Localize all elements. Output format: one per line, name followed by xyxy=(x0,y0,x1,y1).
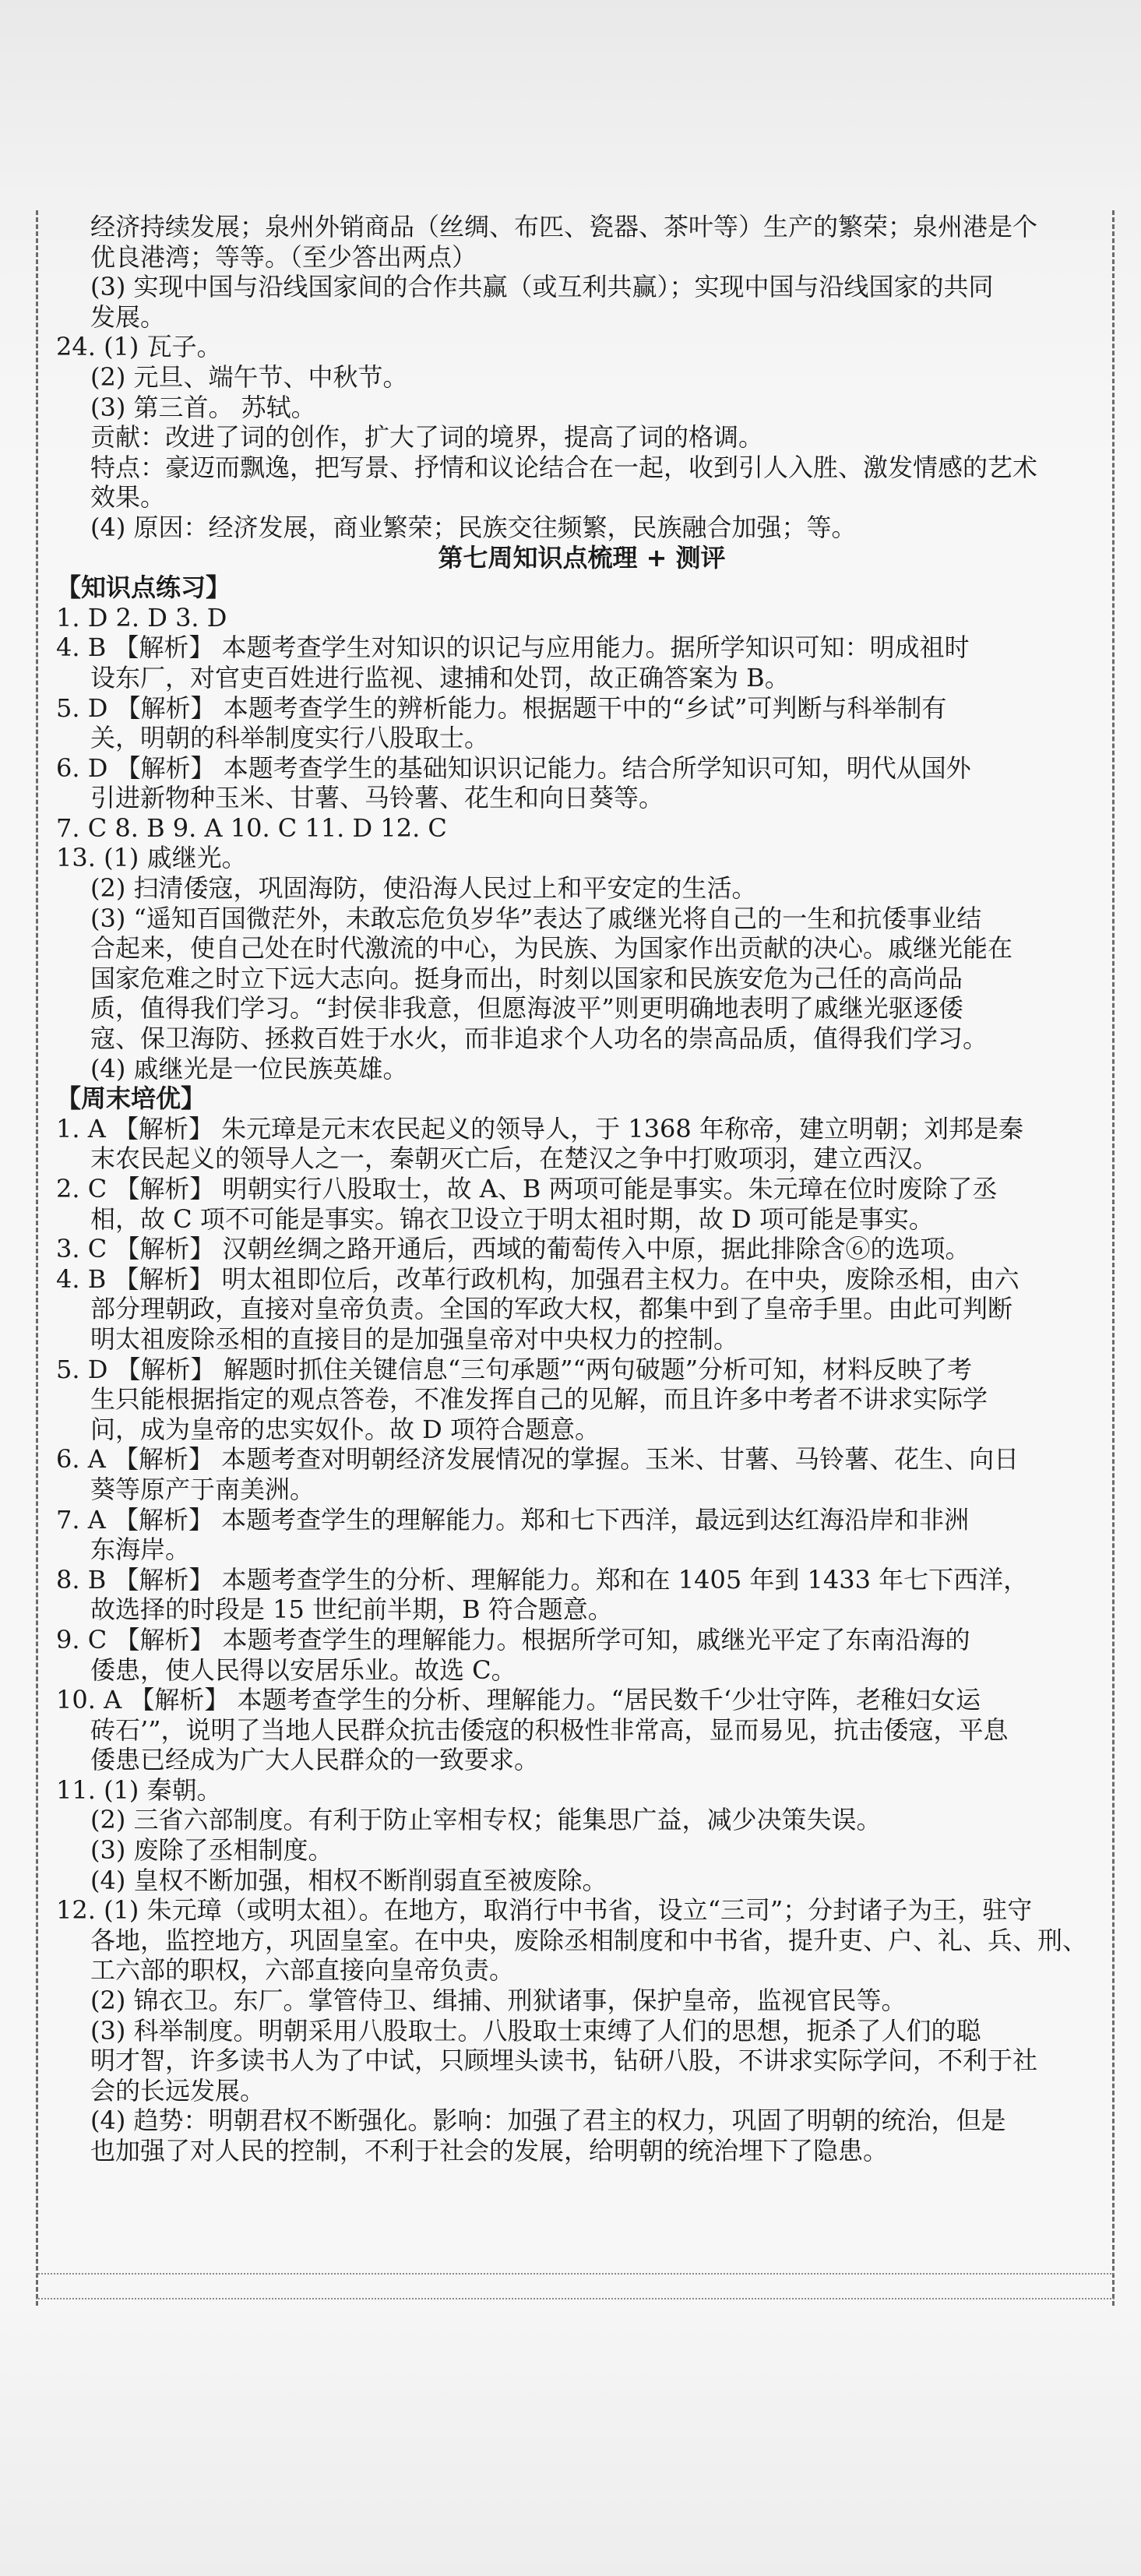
answer-line: 4. B 【解析】 本题考查学生对知识的识记与应用能力。据所学知识可知：明成祖时 xyxy=(56,633,970,663)
answer-line: 工六部的职权，六部直接向皇帝负责。 xyxy=(90,1955,515,1986)
answer-line: 末农民起义的领导人之一，秦朝灭亡后，在楚汉之争中打败项羽，建立西汉。 xyxy=(90,1144,939,1174)
answer-line: (2) 扫清倭寇，巩固海防，使沿海人民过上和平安定的生活。 xyxy=(90,873,757,904)
answer-line: (3) 实现中国与沿线国家间的合作共赢（或互利共赢）；实现中国与沿线国家的共同 xyxy=(90,272,994,302)
answer-line: 关，明朝的科举制度实行八股取士。 xyxy=(90,723,490,753)
answer-line: 砖石’”，说明了当地人民群众抗击倭寇的积极性非常高，显而易见，抗击倭寇，平息 xyxy=(90,1714,1009,1745)
answer-line: 相，故 C 项不可能是事实。锦衣卫设立于明太祖时期，故 D 项可能是事实。 xyxy=(90,1203,934,1234)
answer-line: 倭患已经成为广大人民群众的一致要求。 xyxy=(90,1745,540,1775)
answer-line: (3) 废除了丞相制度。 xyxy=(90,1835,333,1866)
answer-line: 优良港湾；等等。（至少答出两点） xyxy=(90,241,477,272)
answer-line: 东海岸。 xyxy=(90,1535,191,1565)
answer-line: 7. C 8. B 9. A 10. C 11. D 12. C xyxy=(56,812,447,843)
answer-line: 引进新物种玉米、甘薯、马铃薯、花生和向日葵等。 xyxy=(90,783,664,813)
answer-line: 生只能根据指定的观点答卷，不准发挥自己的见解，而且许多中考者不讲求实际学 xyxy=(90,1384,988,1415)
answer-line: 明才智，许多读书人为了中试，只顾埋头读书，钻研八股，不讲求实际学问，不利于社 xyxy=(90,2046,1038,2076)
answer-line: 葵等原产于南美洲。 xyxy=(90,1474,315,1504)
answer-line: (3) 科举制度。明朝采用八股取士。八股取士束缚了人们的思想，扼杀了人们的聪 xyxy=(90,2015,981,2046)
answer-line: (4) 原因：经济发展，商业繁荣；民族交往频繁，民族融合加强；等。 xyxy=(90,512,857,542)
answer-line: (4) 趋势：明朝君权不断强化。影响：加强了君主的权力，巩固了明朝的统治，但是 xyxy=(90,2106,1006,2136)
answer-line: 经济持续发展；泉州外销商品（丝绸、布匹、瓷器、茶叶等）生产的繁荣；泉州港是个 xyxy=(90,212,1038,241)
answer-line: (3) 第三首。 苏轼。 xyxy=(90,392,316,422)
answer-line: 13. (1) 戚继光。 xyxy=(56,843,247,873)
answer-line: (4) 皇权不断加强，相权不断削弱直至被废除。 xyxy=(90,1865,607,1895)
answer-line: 国家危难之时立下远大志向。挺身而出，时刻以国家和民族安危为己任的高尚品 xyxy=(90,963,963,993)
answer-line: (3) “遥知百国微茫外，未敢忘危负岁华”表达了戚继光将自己的一生和抗倭事业结 xyxy=(90,903,982,933)
answer-line: 故选择的时段是 15 世纪前半期，B 符合题意。 xyxy=(90,1595,613,1625)
answer-line: 12. (1) 朱元璋（或明太祖）。在地方，取消行中书省，设立“三司”；分封诸子为王，驻守 xyxy=(56,1895,1033,1926)
answer-line: 部分理朝政，直接对皇帝负责。全国的军政大权，都集中到了皇帝手里。由此可判断 xyxy=(90,1294,1013,1324)
bottom-dotted-rule-2 xyxy=(36,2298,1115,2299)
answer-line: 24. (1) 瓦子。 xyxy=(56,332,222,362)
answer-line: 合起来，使自己处在时代激流的中心，为民族、为国家作出贡献的决心。戚继光能在 xyxy=(90,933,1013,964)
answer-line: 会的长远发展。 xyxy=(90,2075,266,2106)
answer-line: 设东厂，对官吏百姓进行监视、逮捕和处罚，故正确答案为 B。 xyxy=(90,662,790,692)
answer-line: 5. D 【解析】 本题考查学生的辨析能力。根据题干中的“乡试”可判断与科举制有 xyxy=(56,692,947,723)
answer-line: (2) 三省六部制度。有利于防止宰相专权；能集思广益，减少决策失误。 xyxy=(90,1805,882,1835)
answer-line: 明太祖废除丞相的直接目的是加强皇帝对中央权力的控制。 xyxy=(90,1323,739,1354)
answer-line: 效果。 xyxy=(90,482,166,513)
answer-line: 贡献：改进了词的创作，扩大了词的境界，提高了词的格调。 xyxy=(90,422,764,453)
answer-line: (2) 锦衣卫。东厂。掌管侍卫、缉捕、刑狱诸事，保护皇帝，监视官民等。 xyxy=(90,1986,907,2016)
answer-line: 1. A 【解析】 朱元璋是元末农民起义的领导人，于 1368 年称帝，建立明朝；刘邦是秦 xyxy=(56,1113,1023,1144)
answer-line: 8. B 【解析】 本题考查学生的分析、理解能力。郑和在 1405 年到 1433 年七下西洋， xyxy=(56,1564,1029,1595)
answer-line: 6. A 【解析】 本题考查对明朝经济发展情况的掌握。玉米、甘薯、马铃薯、花生、向日 xyxy=(56,1444,1020,1475)
answer-line: 特点：豪迈而飘逸，把写景、抒情和议论结合在一起，收到引人入胜、激发情感的艺术 xyxy=(90,452,1038,482)
answer-line: 质，值得我们学习。“封侯非我意，但愿海波平”则更明确地表明了戚继光驱逐倭 xyxy=(90,993,963,1024)
answer-line: 也加强了对人民的控制，不利于社会的发展，给明朝的统治埋下了隐患。 xyxy=(90,2136,889,2165)
right-dashed-border xyxy=(1112,210,1115,2306)
answer-line: 9. C 【解析】 本题考查学生的理解能力。根据所学可知，戚继光平定了东南沿海的 xyxy=(56,1624,970,1654)
answer-line: 3. C 【解析】 汉朝丝绸之路开通后，西域的葡萄传入中原，据此排除含⑥的选项。 xyxy=(56,1234,970,1264)
answer-line: 2. C 【解析】 明朝实行八股取士，故 A、B 两项可能是事实。朱元璋在位时废除了丞 xyxy=(56,1174,998,1203)
answer-line: 7. A 【解析】 本题考查学生的理解能力。郑和七下西洋，最远到达红海沿岸和非洲 xyxy=(56,1504,970,1535)
answer-line: (4) 戚继光是一位民族英雄。 xyxy=(90,1053,408,1084)
left-dashed-border xyxy=(36,210,38,2306)
answer-line: 问，成为皇帝的忠实奴仆。故 D 项符合题意。 xyxy=(90,1414,600,1444)
answer-line: 寇、保卫海防、拯救百姓于水火，而非追求个人功名的崇高品质，值得我们学习。 xyxy=(90,1024,988,1054)
answer-line: 11. (1) 秦朝。 xyxy=(56,1774,222,1805)
section-heading: 【知识点练习】 xyxy=(56,573,231,603)
answer-line: 各地，监控地方，巩固皇室。在中央，废除丞相制度和中书省，提升吏、户、礼、兵、刑、 xyxy=(90,1925,1088,1955)
answer-line: 1. D 2. D 3. D xyxy=(56,602,227,633)
section-title: 第七周知识点梳理 + 测评 xyxy=(438,542,726,573)
answer-line: 倭患，使人民得以安居乐业。故选 C。 xyxy=(90,1654,516,1685)
bottom-dotted-rule xyxy=(36,2273,1115,2275)
section-heading: 【周末培优】 xyxy=(56,1084,206,1114)
answer-line: 5. D 【解析】 解题时抓住关键信息“三句承题”“两句破题”分析可知，材料反映了考 xyxy=(56,1354,973,1384)
answer-line: 10. A 【解析】 本题考查学生的分析、理解能力。“居民数千‘少壮守阵，老稚妇女运 xyxy=(56,1685,981,1715)
answer-key-content xyxy=(56,212,1108,2166)
answer-line: 6. D 【解析】 本题考查学生的基础知识识记能力。结合所学知识可知，明代从国外 xyxy=(56,752,971,783)
answer-line: 4. B 【解析】 明太祖即位后，改革行政机构，加强君主权力。在中央，废除丞相，由六 xyxy=(56,1263,1020,1294)
answer-line: 发展。 xyxy=(90,301,166,332)
answer-line: (2) 元旦、端午节、中秋节。 xyxy=(90,361,408,392)
